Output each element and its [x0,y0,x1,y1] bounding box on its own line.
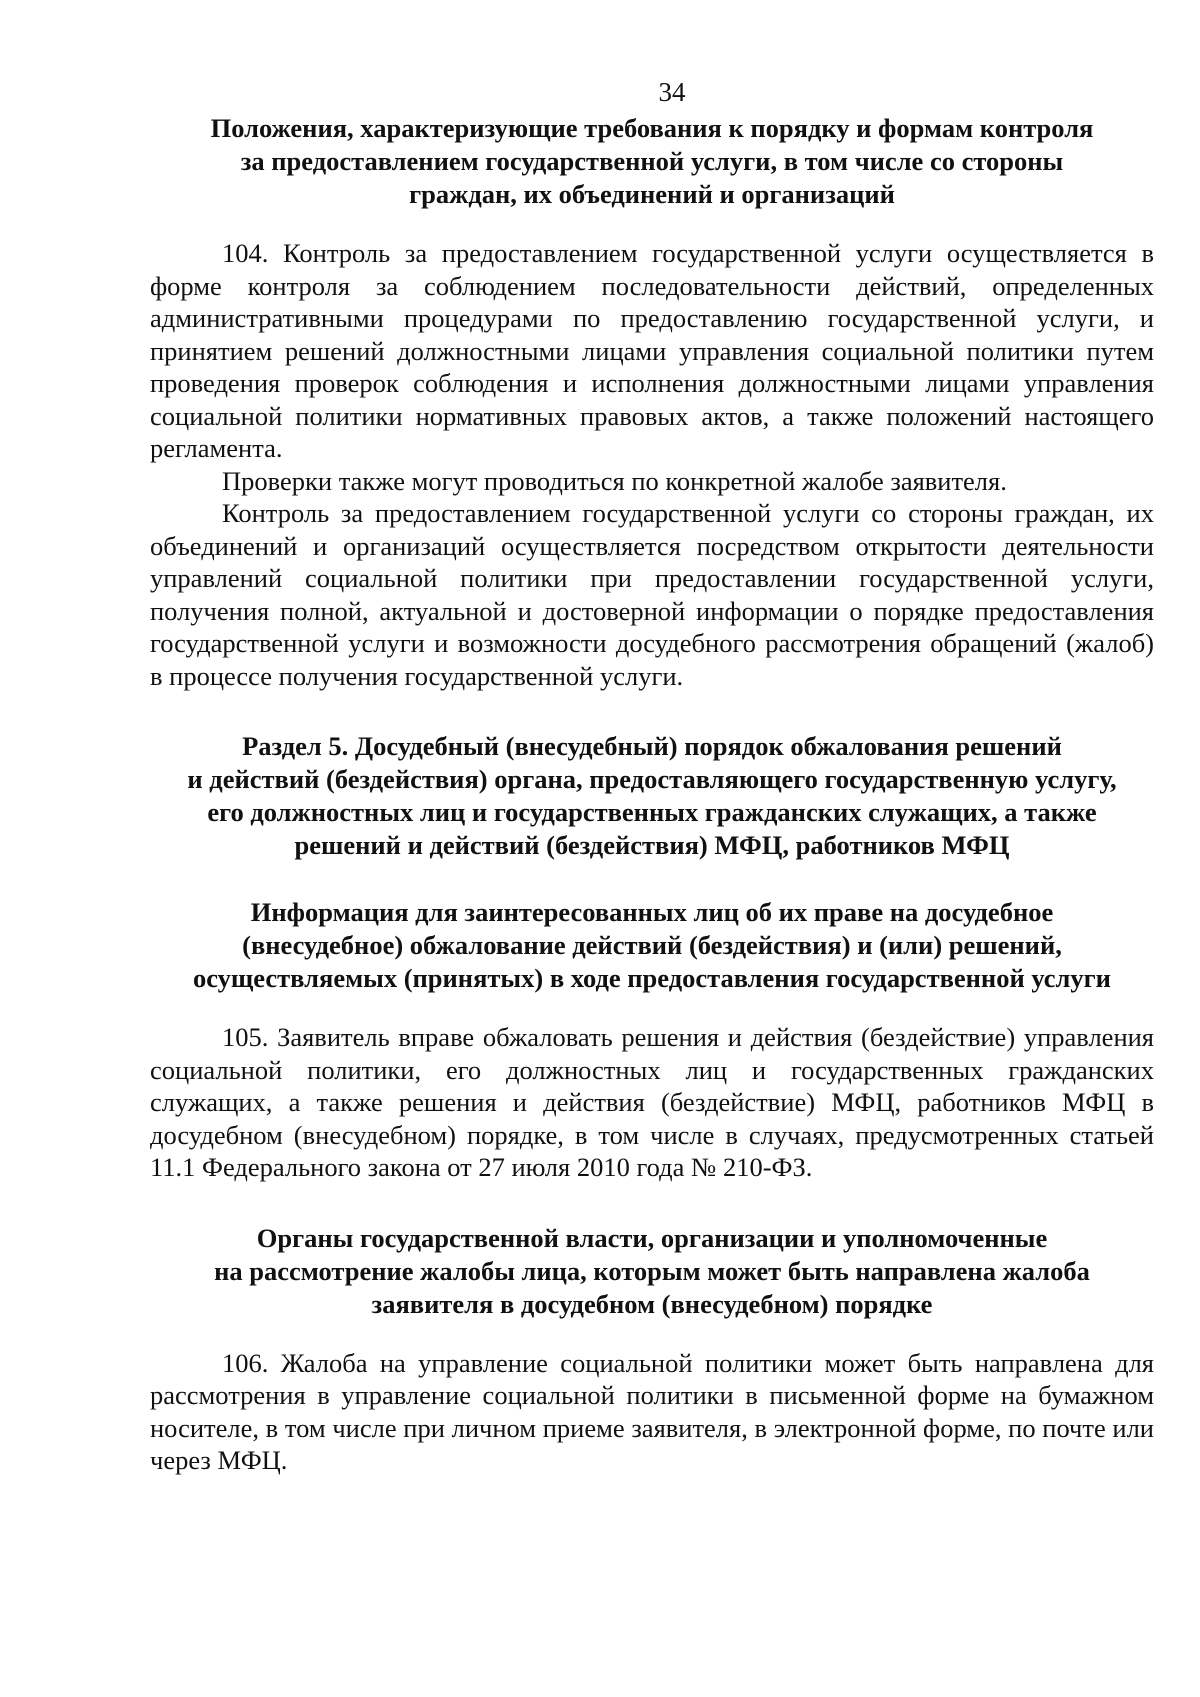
heading-line: Положения, характеризующие требования к порядку и формам контроля [210,113,1094,143]
paragraph-105: 105. Заявитель вправе обжаловать решения и действия (бездействие) управления социальной политики, его должностных лиц и государственных гражданских служащих, а также решения и действия (бездействие) МФЦ, работников МФЦ в досудебном (внесудебном) порядке, в том числе в случаях, предусмотренных статьей 11.1 Федерального закона от 27 июля 2010 года № 210-ФЗ. [150,1022,1154,1182]
heading-control-requirements [150,112,1154,211]
heading-line: Органы государственной власти, организации и уполномоченные [256,1222,1048,1253]
heading-line: его должностных лиц и государственных гражданских служащих, а также [207,797,1097,827]
paragraph-checks: Проверки также могут проводиться по конкретной жалобе заявителя. [222,465,1007,496]
heading-line: (внесудебное) обжалование действий (бездействия) и (или) решений, [242,930,1062,960]
heading-line: заявителя в досудебном (внесудебном) порядке [371,1288,933,1319]
heading-line: Раздел 5. Досудебный (внесудебный) порядок обжалования решений [242,731,1062,761]
heading-line: Информация для заинтересованных лиц об их праве на досудебное [250,897,1054,927]
heading-section-5 [150,730,1154,862]
heading-line: за предоставлением государственной услуги, в том числе со стороны [240,146,1064,176]
heading-line: и действий (бездействия) органа, предоставляющего государственную услугу, [187,764,1117,794]
heading-line: осуществляемых (принятых) в ходе предоставления государственной услуги [193,963,1111,993]
document-page [150,76,1154,1477]
heading-line: решений и действий (бездействия) МФЦ, работников МФЦ [294,830,1010,860]
paragraph-104: 104. Контроль за предоставлением государственной услуги осуществляется в форме контроля за соблюдением последовательности действий, определенных административными процедурами по предоставлению государственной услуги, и принятием решений должностными лицами управления социальной политики путем проведения проверок соблюдения и исполнения должностными лицами управления социальной политики нормативных правовых актов, а также положений настоящего регламента. [150,238,1154,463]
page-number: 34 [658,77,686,107]
paragraph-106: 106. Жалоба на управление социальной политики может быть направлена для рассмотрения в управление социальной политики в письменной форме на бумажном носителе, в том числе при личном приеме заявителя, в электронной форме, по почте или через МФЦ. [150,1347,1154,1475]
heading-complaint-bodies [150,1222,1154,1321]
heading-line: граждан, их объединений и организаций [409,179,895,209]
paragraph-citizen-control: Контроль за предоставлением государственной услуги со стороны граждан, их объединений и организаций осуществляется посредством открытости деятельности управлений социальной политики при предоставлении государственной услуги, получения полной, актуальной и достоверной информации о порядке предоставления государственной услуги и возможности досудебного рассмотрения обращений (жалоб) в процессе получения государственной услуги. [150,498,1154,691]
heading-line: на рассмотрение жалобы лица, которым может быть направлена жалоба [214,1255,1090,1286]
heading-appeal-information [150,896,1154,995]
